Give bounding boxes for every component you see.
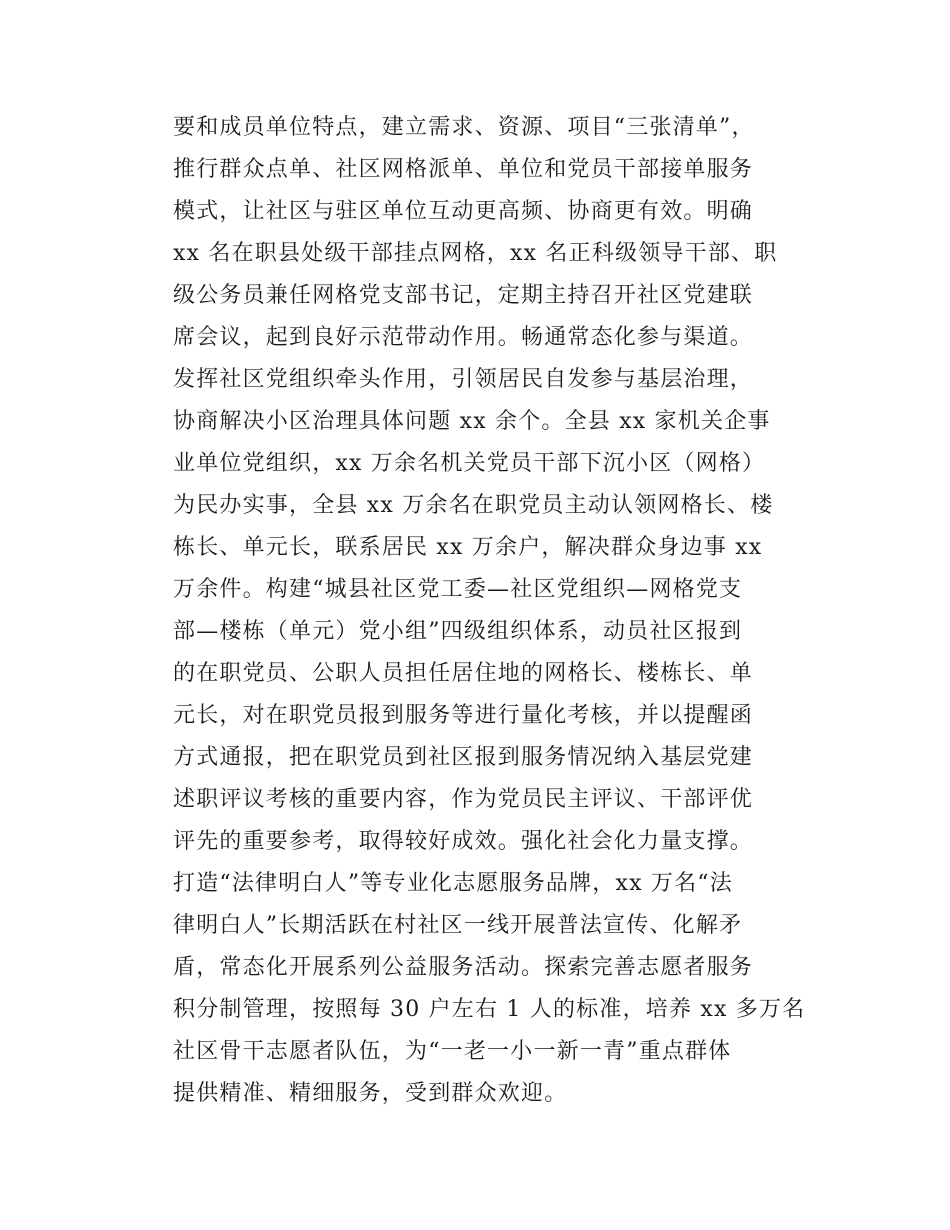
text-line: 为民办实事，全县 xx 万余名在职党员主动认领网格长、楼 [173,493,774,518]
text-line: 积分制管理，按照每 30 户左右 1 人的标准，培养 xx 多万名 [173,997,806,1022]
text-line: 协商解决小区治理具体问题 xx 余个。全县 xx 家机关企事 [173,409,771,434]
text-line: 业单位党组织，xx 万余名机关党员干部下沉小区（网格） [173,451,766,476]
text-line: 级公务员兼任网格党支部书记，定期主持召开社区党建联 [173,283,754,308]
text-line: 发挥社区党组织牵头作用，引领居民自发参与基层治理， [173,367,754,392]
text-line: 栋长、单元长，联系居民 xx 万余户，解决群众身边事 xx [173,535,763,560]
text-line: 评先的重要参考，取得较好成效。强化社会化力量支撑。 [173,829,754,854]
text-line: 提供精准、精细服务，受到群众欢迎。 [173,1081,568,1106]
text-line: 盾，常态化开展系列公益服务活动。探索完善志愿者服务 [173,955,754,980]
text-line: 律明白人”长期活跃在村社区一线开展普法宣传、化解矛 [173,913,743,938]
text-line: 的在职党员、公职人员担任居住地的网格长、楼栋长、单 [173,661,754,686]
text-line: 模式，让社区与驻区单位互动更高频、协商更有效。明确 [173,199,754,224]
text-line: 万余件。构建“城县社区党工委—社区党组织—网格党支 [173,577,743,602]
text-line: 席会议，起到良好示范带动作用。畅通常态化参与渠道。 [173,325,754,350]
text-line: 述职评议考核的重要内容，作为党员民主评议、干部评优 [173,787,754,812]
body-paragraph [173,107,813,1115]
text-line: 要和成员单位特点，建立需求、资源、项目“三张清单”， [173,115,755,140]
text-line: 推行群众点单、社区网格派单、单位和党员干部接单服务 [173,157,754,182]
text-line: 打造“法律明白人”等专业化志愿服务品牌，xx 万名“法 [173,871,733,896]
text-line: 方式通报，把在职党员到社区报到服务情况纳入基层党建 [173,745,754,770]
text-line: 社区骨干志愿者队伍，为“一老一小一新一青”重点群体 [173,1039,732,1064]
text-line: 元长，对在职党员报到服务等进行量化考核，并以提醒函 [173,703,754,728]
text-line: xx 名在职县处级干部挂点网格，xx 名正科级领导干部、职 [173,241,778,266]
text-line: 部—楼栋（单元）党小组”四级组织体系，动员社区报到 [173,619,743,644]
